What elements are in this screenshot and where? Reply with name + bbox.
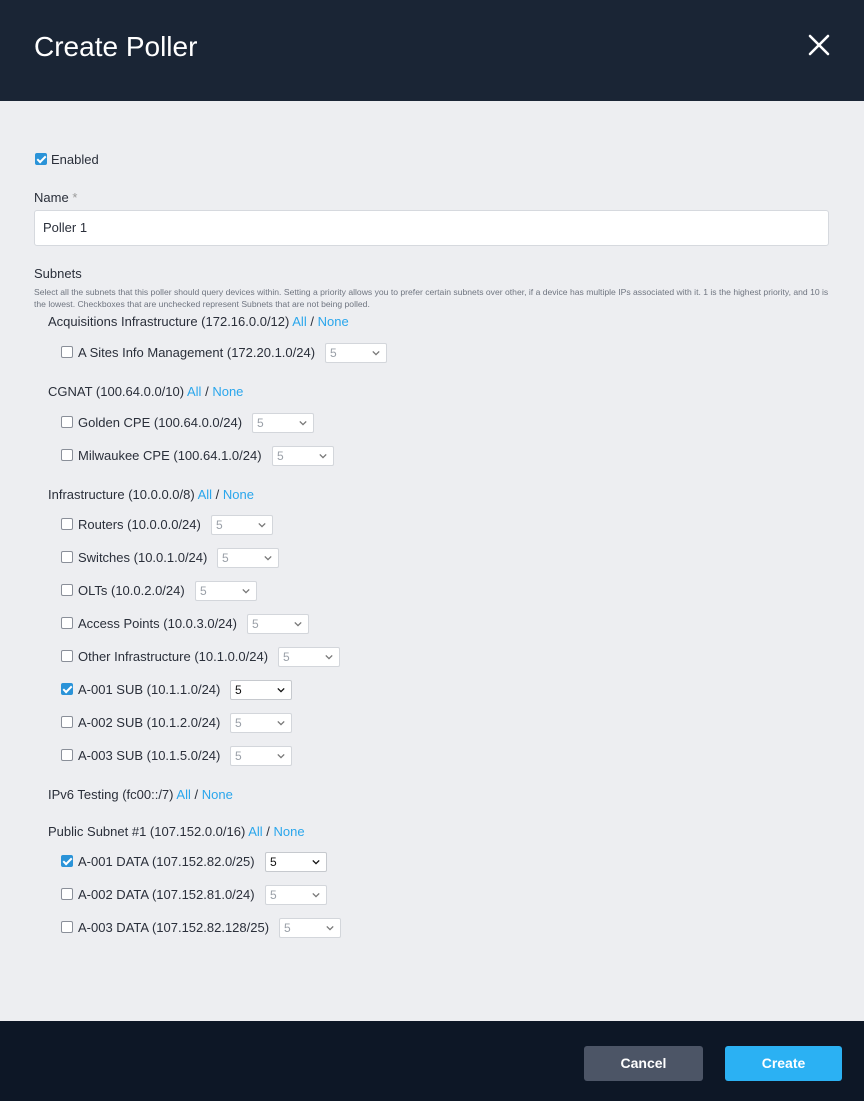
subnet-label: A-001 SUB (10.1.1.0/24)	[78, 682, 221, 697]
subnet-label: A-003 DATA (107.152.82.128/25)	[78, 920, 270, 935]
subnet-checkbox[interactable]	[61, 346, 73, 358]
subnet-checkbox[interactable]	[61, 551, 73, 563]
subnet-checkbox[interactable]	[61, 518, 73, 530]
subnet-label: A Sites Info Management (172.20.1.0/24)	[78, 345, 316, 360]
subnet-group-title	[48, 487, 254, 502]
subnet-checkbox[interactable]	[61, 921, 73, 933]
enabled-checkbox[interactable]	[35, 153, 47, 165]
priority-value: 5	[235, 716, 242, 730]
chevron-down-icon	[294, 620, 302, 628]
link-separator: /	[310, 314, 314, 329]
modal-title: Create Poller	[34, 31, 198, 62]
required-mark: *	[72, 190, 78, 205]
subnet-label: Other Infrastructure (10.1.0.0/24)	[78, 649, 269, 664]
subnet-label: A-002 SUB (10.1.2.0/24)	[78, 715, 221, 730]
chevron-down-icon	[242, 587, 250, 595]
chevron-down-icon	[277, 686, 285, 694]
select-all-link[interactable]: All	[187, 384, 202, 399]
subnet-checkbox[interactable]	[61, 749, 73, 761]
priority-value: 5	[284, 921, 291, 935]
link-separator: /	[194, 787, 199, 802]
priority-value: 5	[330, 346, 337, 360]
subnet-label: OLTs (10.0.2.0/24)	[78, 583, 185, 598]
priority-select[interactable]	[230, 746, 292, 766]
subnets-label: Subnets	[34, 266, 82, 281]
subnet-label: A-002 DATA (107.152.81.0/24)	[78, 887, 255, 902]
subnet-label: Routers (10.0.0.0/24)	[78, 517, 201, 532]
select-none-link[interactable]: None	[317, 314, 349, 329]
select-all-link[interactable]: All	[292, 314, 307, 329]
modal-body	[0, 101, 864, 1021]
priority-select[interactable]	[265, 852, 327, 872]
priority-value: 5	[257, 416, 264, 430]
name-label: Name *	[34, 190, 78, 205]
subnet-label: A-001 DATA (107.152.82.0/25)	[78, 854, 255, 869]
priority-value: 5	[270, 855, 277, 869]
name-input[interactable]: Poller 1	[34, 210, 829, 246]
modal-footer	[0, 1021, 864, 1101]
link-separator: /	[266, 824, 270, 839]
priority-select[interactable]	[230, 680, 292, 700]
close-button[interactable]	[804, 30, 834, 60]
priority-select[interactable]	[265, 885, 327, 905]
subnet-checkbox[interactable]	[61, 617, 73, 629]
priority-value: 5	[283, 650, 290, 664]
chevron-down-icon	[299, 419, 307, 427]
subnet-group-title	[48, 384, 243, 399]
subnet-label: A-003 SUB (10.1.5.0/24)	[78, 748, 221, 763]
priority-value: 5	[252, 617, 259, 631]
chevron-down-icon	[277, 719, 285, 727]
select-none-link[interactable]: None	[212, 384, 244, 399]
subnet-label: Switches (10.0.1.0/24)	[78, 550, 208, 565]
subnet-label: Golden CPE (100.64.0.0/24)	[78, 415, 243, 430]
priority-value: 5	[270, 888, 277, 902]
select-all-link[interactable]: All	[176, 787, 191, 802]
chevron-down-icon	[326, 924, 334, 932]
subnet-checkbox[interactable]	[61, 888, 73, 900]
select-none-link[interactable]: None	[273, 824, 305, 839]
enabled-label: Enabled	[51, 152, 99, 167]
priority-select[interactable]	[325, 343, 387, 363]
subnet-checkbox[interactable]	[61, 855, 73, 867]
link-separator: /	[215, 487, 220, 502]
priority-select[interactable]	[211, 515, 273, 535]
subnet-checkbox[interactable]	[61, 716, 73, 728]
link-separator: /	[205, 384, 209, 399]
select-none-link[interactable]: None	[201, 787, 233, 802]
subnet-checkbox[interactable]	[61, 416, 73, 428]
priority-select[interactable]	[252, 413, 314, 433]
priority-value: 5	[200, 584, 207, 598]
subnet-group-name: Public Subnet #1 (107.152.0.0/16)	[48, 824, 246, 839]
subnet-group-title	[48, 787, 233, 802]
chevron-down-icon	[312, 891, 320, 899]
subnet-checkbox[interactable]	[61, 650, 73, 662]
select-all-link[interactable]: All	[248, 824, 263, 839]
priority-select[interactable]	[279, 918, 341, 938]
priority-select[interactable]	[247, 614, 309, 634]
cancel-button[interactable]: Cancel	[584, 1046, 703, 1081]
subnet-group-name: IPv6 Testing (fc00::/7)	[48, 787, 174, 802]
priority-value: 5	[222, 551, 229, 565]
subnet-group-title	[48, 824, 305, 839]
subnet-label: Milwaukee CPE (100.64.1.0/24)	[78, 448, 262, 463]
priority-value: 5	[216, 518, 223, 532]
create-button[interactable]: Create	[725, 1046, 842, 1081]
subnet-checkbox[interactable]	[61, 584, 73, 596]
chevron-down-icon	[325, 653, 333, 661]
subnet-group-name: CGNAT (100.64.0.0/10)	[48, 384, 185, 399]
priority-select[interactable]	[278, 647, 340, 667]
subnet-checkbox[interactable]	[61, 449, 73, 461]
chevron-down-icon	[319, 452, 327, 460]
priority-value: 5	[277, 449, 284, 463]
select-all-link[interactable]: All	[197, 487, 213, 502]
priority-value: 5	[235, 749, 242, 763]
chevron-down-icon	[312, 858, 320, 866]
subnet-checkbox[interactable]	[61, 683, 73, 695]
chevron-down-icon	[372, 349, 380, 357]
subnets-help-text: Select all the subnets that this poller should query devices within. Setting a priority allows you to prefer certain subnets over other, if a device has multiple IPs associated with it. 1 is the highest priority, and 10 is the lowest. Checkboxes that are unchecked represent Subnets that are not being polled.	[34, 287, 829, 309]
modal-header	[0, 0, 864, 101]
chevron-down-icon	[264, 554, 272, 562]
select-none-link[interactable]: None	[222, 487, 254, 502]
close-icon	[804, 30, 834, 60]
subnet-group-name: Acquisitions Infrastructure (172.16.0.0/12)	[48, 314, 290, 329]
priority-select[interactable]	[230, 713, 292, 733]
priority-select[interactable]	[217, 548, 279, 568]
priority-value: 5	[235, 683, 242, 697]
subnet-group-title	[48, 314, 349, 329]
subnet-label: Access Points (10.0.3.0/24)	[78, 616, 237, 631]
chevron-down-icon	[258, 521, 266, 529]
subnet-group-name: Infrastructure (10.0.0.0/8)	[48, 487, 195, 502]
priority-select[interactable]	[272, 446, 334, 466]
priority-select[interactable]	[195, 581, 257, 601]
chevron-down-icon	[277, 752, 285, 760]
